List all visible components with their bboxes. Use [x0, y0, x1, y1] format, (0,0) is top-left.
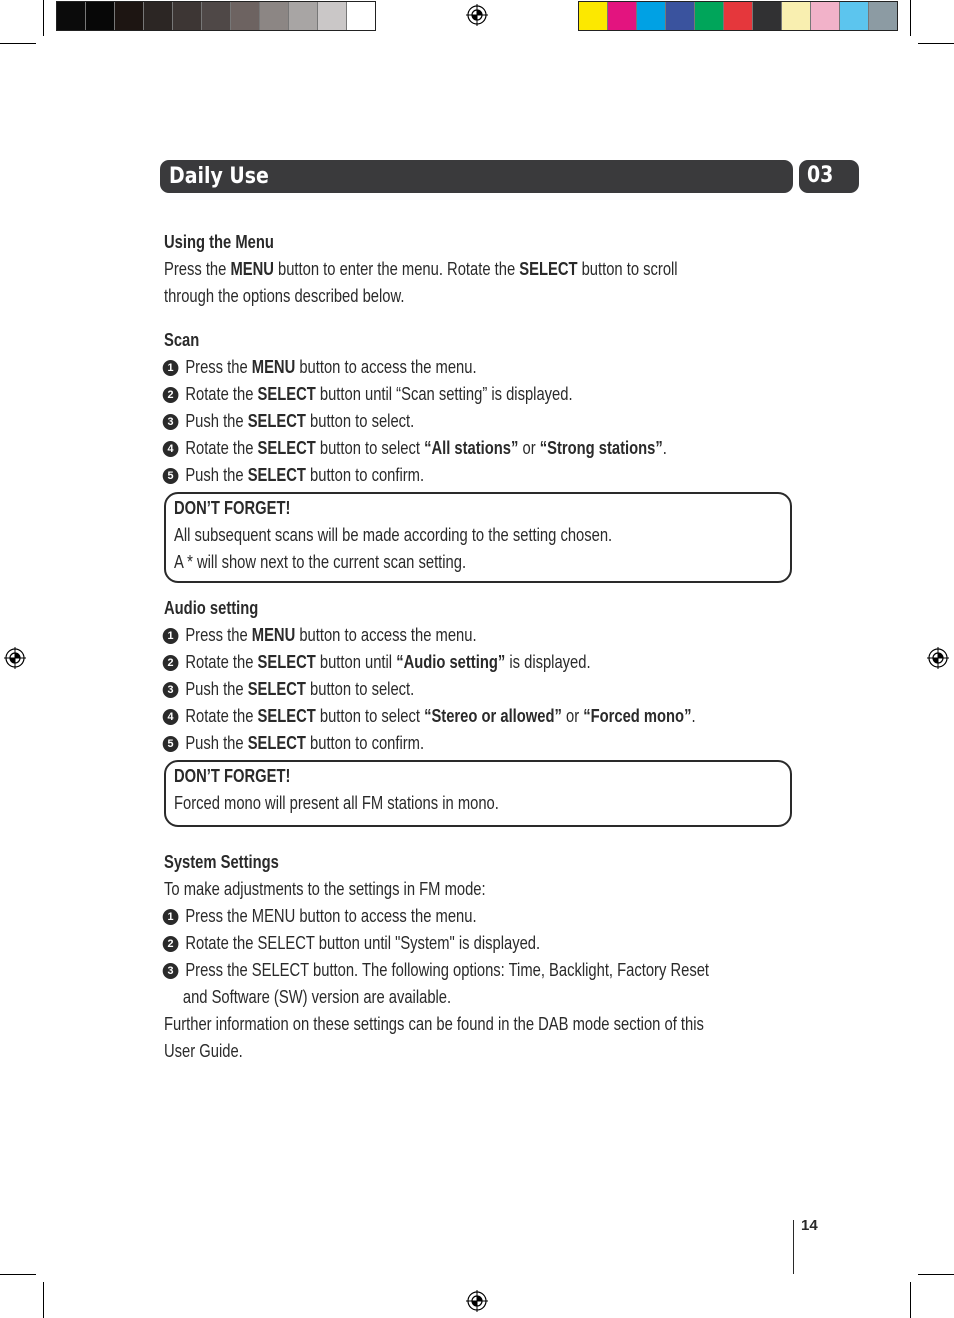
grayscale-calibration-bar: [56, 1, 376, 31]
section-header-bar: [160, 160, 793, 193]
list-item: 4 Rotate the SELECT button to select “All stations” or “Strong stations”.: [164, 435, 689, 462]
page-number: 14: [801, 1217, 818, 1234]
step-number-2: 2: [163, 936, 179, 952]
chapter-number: 03: [807, 163, 834, 188]
step-number-4: 4: [163, 709, 179, 725]
color-swatch: [695, 2, 724, 30]
color-swatch: [869, 2, 897, 30]
chapter-number-box: [799, 160, 859, 193]
note-title: DON’T FORGET!: [174, 766, 291, 786]
paragraph-system-intro: To make adjustments to the settings in FM mode:: [164, 879, 486, 899]
crop-mark: [918, 43, 954, 44]
list-item: 2 Rotate the SELECT button until “Scan setting” is displayed.: [164, 381, 689, 408]
heading-system-settings: System Settings: [164, 852, 279, 872]
color-swatch: [637, 2, 666, 30]
note-text: A * will show next to the current scan setting.: [174, 552, 467, 572]
step-number-2: 2: [163, 387, 179, 403]
step-number-4: 4: [163, 441, 179, 457]
color-swatch: [724, 2, 753, 30]
list-item: 1 Press the MENU button to access the menu.: [164, 622, 689, 649]
color-swatch: [811, 2, 840, 30]
list-item: 5 Push the SELECT button to confirm.: [164, 462, 689, 489]
step-number-1: 1: [163, 909, 179, 925]
list-item: 1 Press the MENU button to access the menu.: [164, 903, 689, 930]
grayscale-swatch: [289, 2, 318, 30]
registration-mark-icon: [4, 647, 26, 669]
grayscale-swatch: [115, 2, 144, 30]
list-item: 3 Push the SELECT button to select.: [164, 676, 689, 703]
note-text: Forced mono will present all FM stations in mono.: [174, 793, 499, 813]
list-item: 5 Push the SELECT button to confirm.: [164, 730, 689, 757]
color-swatch: [579, 2, 608, 30]
paragraph-further-info: Further information on these settings can be found in the DAB mode section of this: [164, 1014, 704, 1034]
step-number-3: 3: [163, 963, 179, 979]
crop-mark: [43, 0, 44, 36]
step-number-5: 5: [163, 468, 179, 484]
crop-mark: [0, 1274, 36, 1275]
registration-mark-icon: [466, 4, 488, 26]
page-number-rule: [793, 1220, 794, 1274]
page-content: [164, 229, 804, 1065]
grayscale-swatch: [231, 2, 260, 30]
crop-mark: [0, 43, 36, 44]
registration-mark-icon: [927, 647, 949, 669]
list-item: 3 Press the SELECT button. The following options: Time, Backlight, Factory Reset: [164, 957, 689, 984]
color-swatch: [753, 2, 782, 30]
crop-mark: [910, 1282, 911, 1318]
heading-scan: Scan: [164, 330, 200, 350]
heading-audio-setting: Audio setting: [164, 598, 259, 618]
grayscale-swatch: [260, 2, 289, 30]
grayscale-swatch: [347, 2, 375, 30]
list-item-continuation: and Software (SW) version are available.: [182, 987, 452, 1007]
crop-mark: [918, 1274, 954, 1275]
list-item: 4 Rotate the SELECT button to select “Stereo or allowed” or “Forced mono”.: [164, 703, 689, 730]
step-number-1: 1: [163, 360, 179, 376]
color-swatch: [782, 2, 811, 30]
list-item: 3 Push the SELECT button to select.: [164, 408, 689, 435]
paragraph-using-menu-cont: through the options described below.: [164, 286, 405, 306]
section-title: Daily Use: [169, 164, 269, 189]
grayscale-swatch: [202, 2, 231, 30]
step-number-5: 5: [163, 736, 179, 752]
grayscale-swatch: [173, 2, 202, 30]
step-number-3: 3: [163, 414, 179, 430]
color-calibration-bar: [578, 1, 898, 31]
color-swatch: [840, 2, 869, 30]
list-item: 2 Rotate the SELECT button until “Audio setting” is displayed.: [164, 649, 689, 676]
paragraph-further-info-cont: User Guide.: [164, 1041, 243, 1061]
registration-mark-icon: [466, 1290, 488, 1312]
list-item: 1 Press the MENU button to access the menu.: [164, 354, 689, 381]
heading-using-menu: Using the Menu: [164, 232, 274, 252]
grayscale-swatch: [57, 2, 86, 30]
note-box-audio: [164, 760, 792, 827]
color-swatch: [666, 2, 695, 30]
note-box-scan: [164, 492, 792, 583]
color-swatch: [608, 2, 637, 30]
crop-mark: [910, 0, 911, 36]
note-title: DON’T FORGET!: [174, 498, 291, 518]
crop-mark: [43, 1282, 44, 1318]
note-text: All subsequent scans will be made according to the setting chosen.: [174, 525, 613, 545]
list-item: 2 Rotate the SELECT button until "System" is displayed.: [164, 930, 689, 957]
step-number-1: 1: [163, 628, 179, 644]
step-number-3: 3: [163, 682, 179, 698]
grayscale-swatch: [318, 2, 347, 30]
step-number-2: 2: [163, 655, 179, 671]
grayscale-swatch: [144, 2, 173, 30]
grayscale-swatch: [86, 2, 115, 30]
paragraph-using-menu: Press the MENU button to enter the menu. Rotate the SELECT button to scroll: [164, 259, 678, 279]
